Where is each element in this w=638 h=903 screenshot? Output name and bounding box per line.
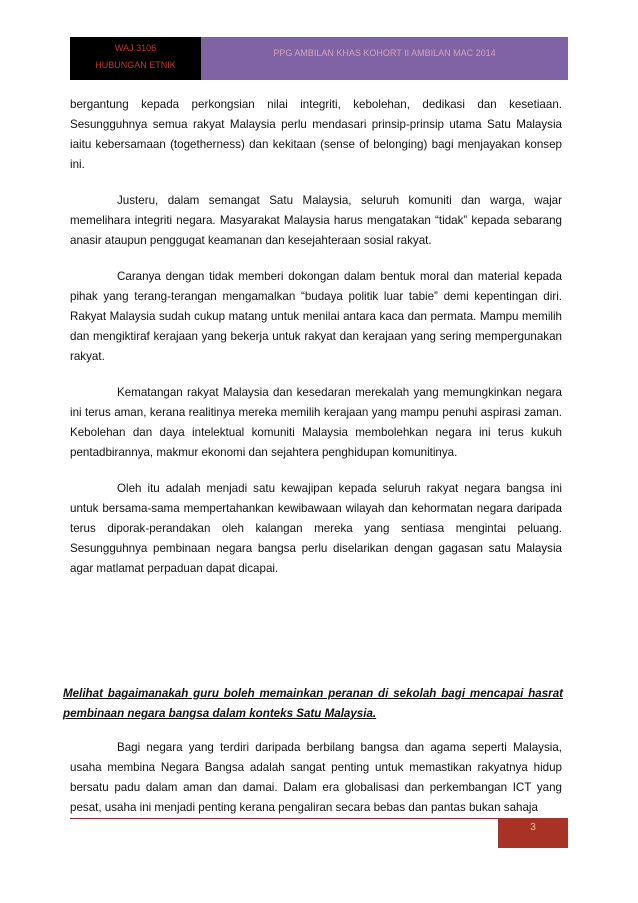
course-name: HUBUNGAN ETNIK xyxy=(95,60,176,70)
program-title: PPG AMBILAN KHAS KOHORT II AMBILAN MAC 2014 xyxy=(273,48,496,58)
paragraph-2: Justeru, dalam semangat Satu Malaysia, seluruh komuniti dan warga, wajar memelihara integriti negara. Masyarakat Malaysia harus mengatakan “tidak” kepada sebarang anasir ataupun penggugat keamanan dan kesejahteraan sosial rakyat. xyxy=(70,194,562,247)
document-body xyxy=(70,95,562,595)
paragraph-1: bergantung kepada perkongsian nilai integriti, kebolehan, dedikasi dan kesetiaan. Sesungguhnya semua rakyat Malaysia perlu mendasari prinsip-prinsip utama Satu Malaysia iaitu kebersamaan (togetherness) dan kekitaan (sense of belonging) bagi menjayakan konsep ini. xyxy=(70,98,562,171)
header-program-box xyxy=(201,37,568,80)
page-number: 3 xyxy=(530,822,536,833)
paragraph-5: Oleh itu adalah menjadi satu kewajipan kepada seluruh rakyat negara bangsa ini untuk bersama-sama mempertahankan kewibawaan wilayah dan kehormatan negara daripada terus diporak-perandakan oleh kalangan mereka yang sentiasa mengintai peluang. Sesungguhnya pembinaan negara bangsa perlu diselarikan dengan gagasan satu Malaysia agar matlamat perpaduan dapat dicapai. xyxy=(70,482,562,575)
paragraph-4: Kematangan rakyat Malaysia dan kesedaran merekalah yang memungkinkan negara ini terus aman, kerana realitinya mereka memilih kerajaan yang mampu penuhi aspirasi zaman. Kebolehan dan daya intelektual komuniti Malaysia membolehkan negara ini terus kukuh pentadbirannya, makmur ekonomi dan sejahtera penghidupan komunitinya. xyxy=(70,386,562,459)
course-code: WAJ 3106 xyxy=(114,43,157,53)
section-body xyxy=(70,738,562,818)
footer-rule xyxy=(70,818,498,819)
section-heading: Melihat bagaimanakah guru boleh memainkan peranan di sekolah bagi mencapai hasrat pembinaan negara bangsa dalam konteks Satu Malaysia. xyxy=(63,687,563,720)
paragraph-3: Caranya dengan tidak memberi dokongan dalam bentuk moral dan material kepada pihak yang terang-terangan mengamalkan “budaya politik luar tabie” demi kepentingan diri. Rakyat Malaysia sudah cukup matang untuk menilai antara kaca dan permata. Mampu memilih dan mengiktiraf kerajaan yang bekerja untuk rakyat dan kerajaan yang sering mempergunakan rakyat. xyxy=(70,270,562,363)
page-number-box xyxy=(498,818,568,848)
section-paragraph: Bagi negara yang terdiri daripada berbilang bangsa dan agama seperti Malaysia, usaha membina Negara Bangsa adalah sangat penting untuk memastikan rakyatnya hidup bersatu padu dalam aman dan damai. Dalam era globalisasi dan perkembangan ICT yang pesat, usaha ini menjadi penting kerana pengaliran secara bebas dan pantas bukan sahaja xyxy=(70,741,562,814)
header-course-box xyxy=(70,37,201,80)
